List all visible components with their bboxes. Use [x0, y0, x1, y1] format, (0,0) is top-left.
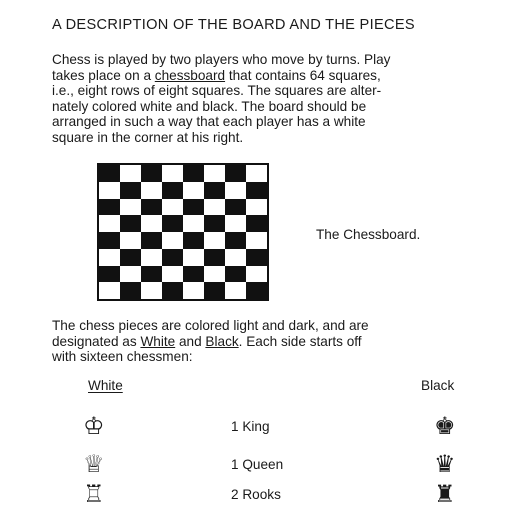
board-square: [99, 215, 120, 232]
board-square: [183, 266, 204, 283]
board-square: [141, 199, 162, 216]
board-square: [204, 215, 225, 232]
board-square: [162, 215, 183, 232]
board-square: [141, 266, 162, 283]
board-square: [246, 199, 267, 216]
board-square: [141, 165, 162, 182]
board-square: [246, 282, 267, 299]
board-square: [225, 266, 246, 283]
board-square: [99, 266, 120, 283]
chessboard-term: chessboard: [154, 67, 226, 83]
board-square: [204, 232, 225, 249]
board-square: [246, 249, 267, 266]
board-square: [225, 199, 246, 216]
piece-label: 1 Queen: [231, 457, 284, 472]
board-square: [141, 215, 162, 232]
board-square: [141, 249, 162, 266]
white-queen-icon: ♕: [83, 450, 105, 478]
board-square: [225, 165, 246, 182]
board-square: [141, 182, 162, 199]
piece-row-rooks: [0, 480, 512, 508]
board-caption: The Chessboard.: [316, 227, 421, 242]
black-king-icon: ♚: [434, 412, 456, 440]
board-square: [246, 266, 267, 283]
board-square: [183, 232, 204, 249]
white-rook-icon: ♖: [83, 480, 105, 508]
board-square: [120, 266, 141, 283]
board-square: [99, 232, 120, 249]
board-square: [246, 182, 267, 199]
white-column-header: White: [88, 378, 123, 393]
chessboard-diagram: [97, 163, 269, 301]
board-square: [120, 232, 141, 249]
board-square: [183, 182, 204, 199]
intro-line: i.e., eight rows of eight squares. The squares are alter-: [52, 83, 382, 98]
pieces-line: The chess pieces are colored light and dark, and are: [52, 318, 369, 333]
board-square: [246, 215, 267, 232]
board-square: [225, 215, 246, 232]
board-square: [99, 249, 120, 266]
board-square: [162, 266, 183, 283]
board-square: [204, 199, 225, 216]
board-square: [162, 199, 183, 216]
board-square: [120, 215, 141, 232]
board-square: [120, 249, 141, 266]
piece-label: 2 Rooks: [231, 487, 281, 502]
intro-text: takes place on a: [52, 67, 155, 83]
black-term: Black: [205, 333, 239, 349]
board-square: [225, 249, 246, 266]
pieces-text: . Each side starts off: [238, 333, 362, 349]
section-heading: A DESCRIPTION OF THE BOARD AND THE PIECES: [52, 17, 415, 33]
board-square: [120, 165, 141, 182]
board-square: [183, 199, 204, 216]
board-square: [225, 232, 246, 249]
intro-line: square in the corner at his right.: [52, 129, 244, 145]
board-square: [99, 282, 120, 299]
board-square: [204, 182, 225, 199]
board-square: [162, 165, 183, 182]
board-square: [141, 232, 162, 249]
piece-row-king: [0, 412, 512, 440]
board-square: [204, 282, 225, 299]
board-square: [99, 182, 120, 199]
board-square: [141, 282, 162, 299]
board-square: [162, 249, 183, 266]
board-square: [120, 282, 141, 299]
white-term: White: [140, 333, 176, 349]
board-square: [225, 282, 246, 299]
intro-line: Chess is played by two players who move by turns. Play: [52, 52, 391, 67]
board-square: [162, 182, 183, 199]
intro-line: nately colored white and black. The board should be: [52, 98, 367, 114]
board-square: [99, 199, 120, 216]
board-square: [183, 215, 204, 232]
board-square: [183, 282, 204, 299]
black-column-header: Black: [421, 378, 455, 393]
pieces-paragraph: [52, 318, 369, 365]
intro-paragraph: [52, 52, 390, 145]
intro-text: that contains 64 squares,: [225, 67, 381, 83]
pieces-line: with sixteen chessmen:: [52, 349, 193, 364]
board-square: [246, 165, 267, 182]
board-square: [162, 232, 183, 249]
board-square: [120, 182, 141, 199]
pieces-text: designated as: [52, 333, 141, 349]
board-square: [204, 165, 225, 182]
board-square: [162, 282, 183, 299]
black-queen-icon: ♛: [434, 450, 456, 478]
piece-row-queen: [0, 450, 512, 478]
board-square: [120, 199, 141, 216]
black-rook-icon: ♜: [434, 480, 456, 508]
board-square: [183, 249, 204, 266]
board-square: [225, 182, 246, 199]
intro-line: [52, 68, 390, 84]
piece-label: 1 King: [231, 419, 270, 434]
pieces-line: [52, 334, 369, 350]
board-square: [99, 165, 120, 182]
board-square: [204, 266, 225, 283]
white-king-icon: ♔: [83, 412, 105, 440]
board-square: [246, 232, 267, 249]
intro-line: arranged in such a way that each player has a white: [52, 114, 366, 129]
board-square: [183, 165, 204, 182]
pieces-text: and: [175, 333, 206, 349]
board-square: [204, 249, 225, 266]
